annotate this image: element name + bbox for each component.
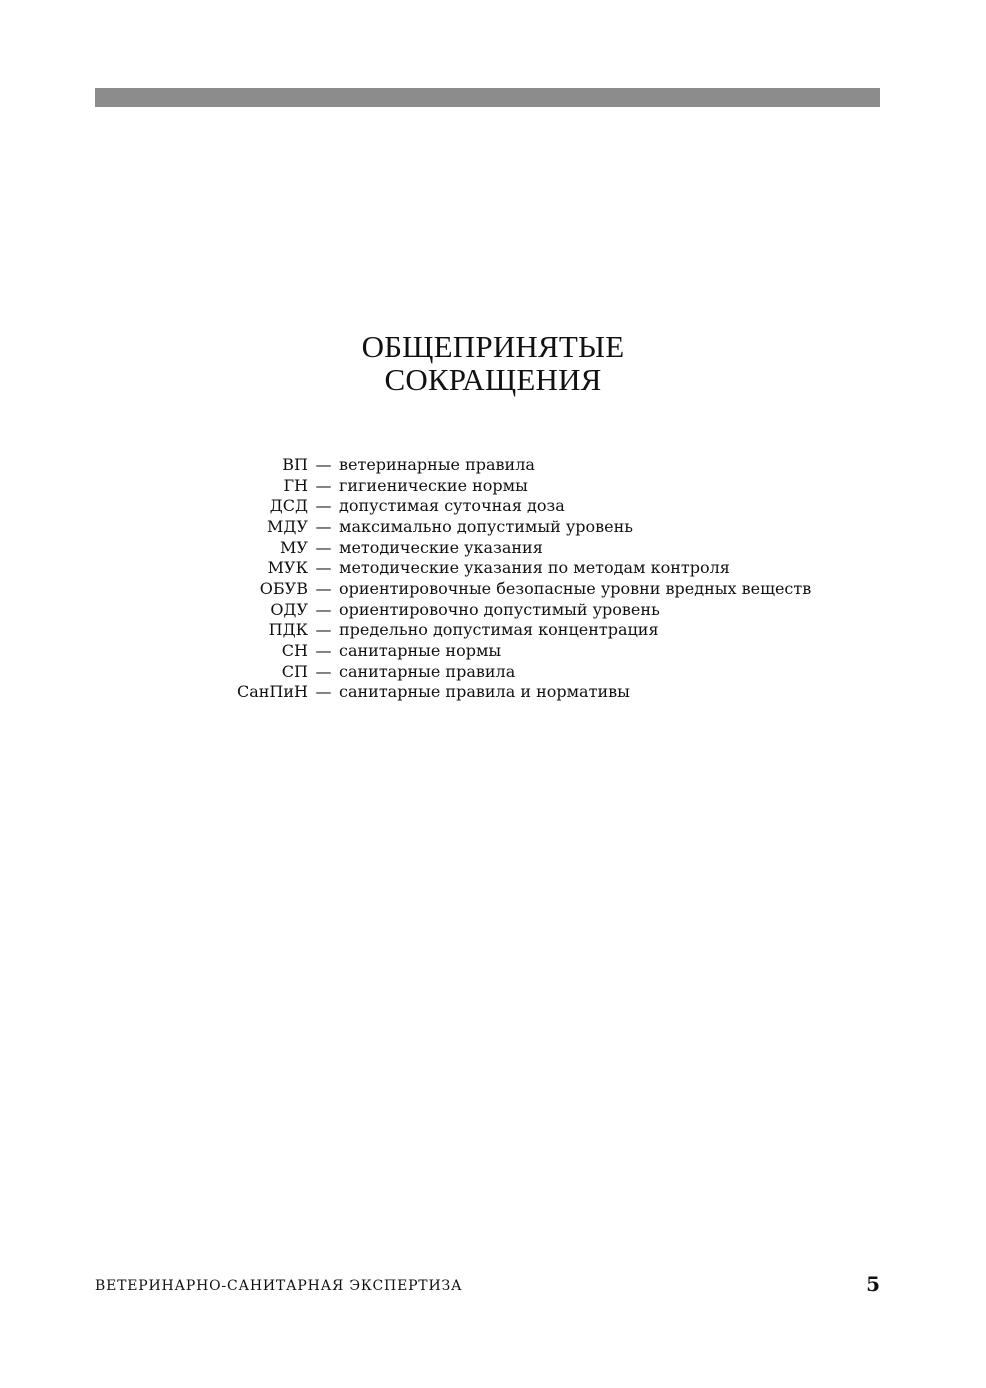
abbreviation-description: санитарные правила и нормативы — [339, 682, 630, 702]
abbreviation-dash: — — [315, 537, 332, 557]
abbreviation-description: допустимая суточная доза — [339, 496, 565, 516]
abbreviation-dash: — — [315, 620, 332, 640]
abbreviation-dash: — — [315, 682, 332, 702]
page-title — [0, 330, 986, 396]
abbreviation-row — [0, 516, 986, 537]
abbreviation-dash: — — [315, 475, 332, 495]
abbreviation-term: ПДК — [268, 620, 308, 640]
abbreviation-description: ориентировочные безопасные уровни вредных веществ — [339, 578, 812, 598]
abbreviation-row — [0, 557, 986, 578]
abbreviation-row — [0, 495, 986, 516]
abbreviation-description: методические указания — [339, 537, 543, 557]
abbreviation-dash: — — [315, 558, 332, 578]
abbreviation-term: СанПиН — [236, 682, 308, 702]
abbreviation-description: предельно допустимая концентрация — [339, 620, 659, 640]
abbreviation-list — [0, 454, 986, 702]
footer-book-title: ВЕТЕРИНАРНО-САНИТАРНАЯ ЭКСПЕРТИЗА — [95, 1278, 463, 1294]
abbreviation-row — [0, 537, 986, 558]
abbreviation-row — [0, 682, 986, 703]
abbreviation-description: ветеринарные правила — [339, 454, 535, 474]
abbreviation-dash: — — [315, 661, 332, 681]
abbreviation-description: максимально допустимый уровень — [339, 516, 633, 536]
abbreviation-row — [0, 661, 986, 682]
abbreviation-row — [0, 475, 986, 496]
abbreviation-row — [0, 454, 986, 475]
abbreviation-term: СП — [281, 661, 308, 681]
abbreviation-dash: — — [315, 496, 332, 516]
abbreviation-description: методические указания по методам контроля — [339, 558, 730, 578]
abbreviation-row — [0, 599, 986, 620]
abbreviation-term: ОДУ — [270, 599, 308, 619]
abbreviation-description: ориентировочно допустимый уровень — [339, 599, 660, 619]
abbreviation-term: МУ — [280, 537, 308, 557]
abbreviation-term: СН — [281, 641, 308, 661]
abbreviation-dash: — — [315, 599, 332, 619]
page-title-line-1: ОБЩЕПРИНЯТЫЕ — [361, 329, 625, 364]
abbreviation-row — [0, 578, 986, 599]
header-bar — [95, 88, 880, 107]
abbreviation-term: МУК — [267, 558, 308, 578]
abbreviation-description: санитарные нормы — [339, 641, 502, 661]
abbreviation-dash: — — [315, 578, 332, 598]
abbreviation-dash: — — [315, 454, 332, 474]
abbreviation-row — [0, 620, 986, 641]
page-number: 5 — [866, 1272, 880, 1296]
abbreviation-description: гигиенические нормы — [339, 475, 528, 495]
abbreviation-term: ВП — [282, 454, 308, 474]
abbreviation-term: ОБУВ — [259, 578, 308, 598]
abbreviation-dash: — — [315, 516, 332, 536]
abbreviation-row — [0, 640, 986, 661]
abbreviation-term: МДУ — [267, 516, 308, 536]
page-title-line-2: СОКРАЩЕНИЯ — [384, 362, 602, 397]
abbreviation-description: санитарные правила — [339, 661, 516, 681]
abbreviation-dash: — — [315, 641, 332, 661]
abbreviation-term: ДСД — [269, 496, 308, 516]
abbreviation-term: ГН — [283, 475, 308, 495]
